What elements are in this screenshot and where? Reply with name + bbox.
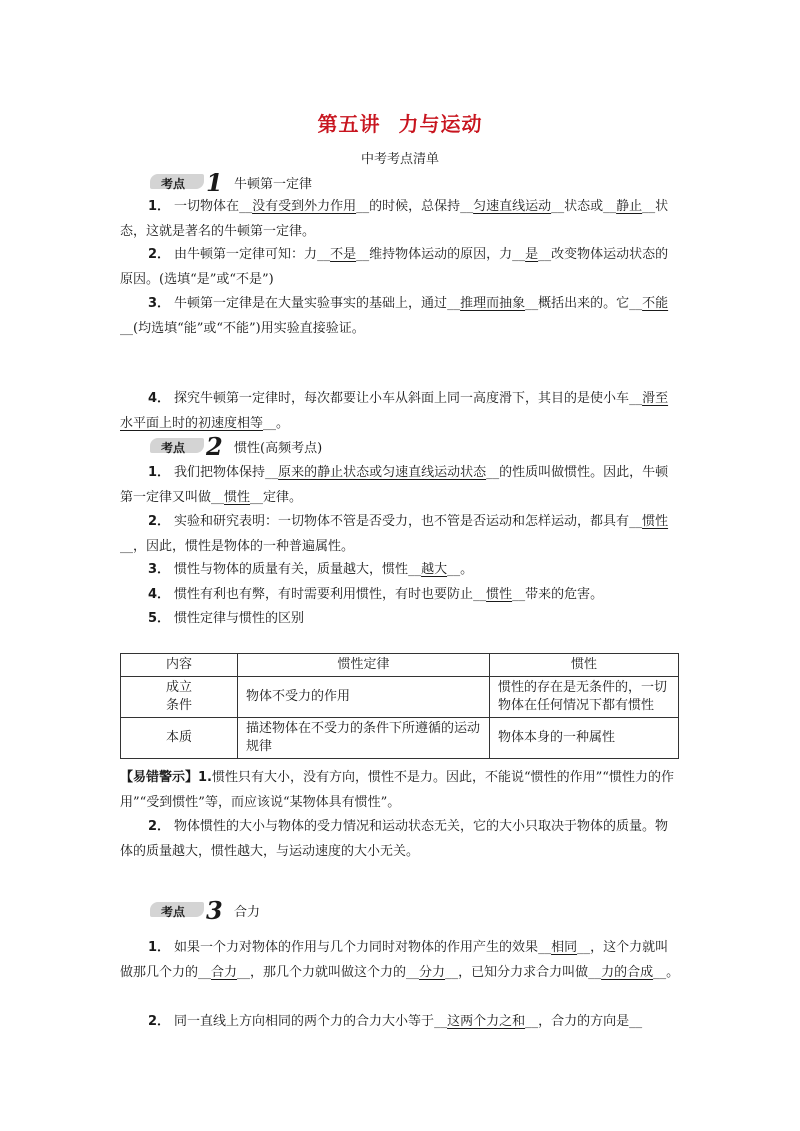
kaodian-badge: 考点 3	[150, 900, 228, 920]
kaodian-badge: 考点 1	[150, 172, 228, 192]
lecture-topic: 力与运动	[398, 112, 483, 136]
paragraph-2-3: 3． 惯性与物体的质量有关，质量越大，惯性__越大__。	[148, 562, 474, 577]
paragraph-1-2: 2． 由牛顿第一定律可知：力__不是__维持物体运动的原因，力__是__改变物体运动状态的原因。(选填“是”或“不是”)	[120, 247, 669, 287]
table-header-cell: 内容	[121, 654, 238, 677]
warning-paragraph-2: 2． 物体惯性的大小与物体的受力情况和运动状态无关，它的大小只取决于物体的质量。物体的质量越大，惯性越大，与运动速度的大小无关。	[120, 819, 669, 859]
warning-label: 【易错警示】	[120, 770, 199, 785]
comparison-table	[120, 653, 679, 759]
section-title: 惯性(高频考点)	[234, 440, 323, 456]
table-cell: 成立条件	[121, 677, 238, 718]
table-cell: 物体不受力的作用	[238, 677, 490, 718]
section-header-2	[150, 432, 323, 461]
paragraph-1-4: 4． 探究牛顿第一定律时，每次都要让小车从斜面上同一高度滑下，其目的是使小车__滑至水平面上时的初速度相等__。	[120, 391, 669, 431]
table-row	[121, 718, 679, 759]
table-row	[121, 677, 679, 718]
table-cell: 本质	[121, 718, 238, 759]
section-header-3	[150, 896, 261, 925]
paragraph-2-1: 1． 我们把物体保持__原来的静止状态或匀速直线运动状态__的性质叫做惯性。因此，牛顿第一定律又叫做__惯性__定律。	[120, 465, 669, 505]
lecture-title	[0, 108, 800, 137]
paragraph-2-2: 2． 实验和研究表明：一切物体不管是否受力，也不管是否运动和怎样运动，都具有__惯性__，因此，惯性是物体的一种普遍属性。	[120, 514, 669, 554]
lecture-number: 第五讲	[317, 112, 381, 136]
table-header-row	[121, 654, 679, 677]
paragraph-1-1: 1． 一切物体在__没有受到外力作用__的时候，总保持__匀速直线运动__状态或__静止__状态，这就是著名的牛顿第一定律。	[120, 199, 669, 239]
table-cell: 惯性的存在是无条件的，一切物体在任何情况下都有惯性	[490, 677, 679, 718]
kaodian-badge: 考点 2	[150, 436, 228, 456]
paragraph-1-3: 3． 牛顿第一定律是在大量实验事实的基础上，通过__推理而抽象__概括出来的。它__不能__(均选填“能”或“不能”)用实验直接验证。	[120, 296, 669, 336]
section-title: 牛顿第一定律	[234, 176, 313, 192]
table-cell: 物体本身的一种属性	[490, 718, 679, 759]
table-cell: 描述物体在不受力的条件下所遵循的运动规律	[238, 718, 490, 759]
section-header-1	[150, 168, 313, 197]
page-subtitle: 中考考点清单	[360, 152, 439, 167]
paragraph-2-5: 5． 惯性定律与惯性的区别	[148, 611, 305, 626]
paragraph-2-4: 4． 惯性有利也有弊，有时需要利用惯性，有时也要防止__惯性__带来的危害。	[148, 587, 604, 602]
warning-paragraph-1: 【易错警示】1.惯性只有大小，没有方向，惯性不是力。因此，不能说“惯性的作用”“惯性力的作用”“受到惯性”等，而应该说“某物体具有惯性”。	[120, 770, 674, 810]
table-header-cell: 惯性	[490, 654, 679, 677]
section-title: 合力	[234, 904, 261, 920]
table-header-cell: 惯性定律	[238, 654, 490, 677]
paragraph-3-2: 2． 同一直线上方向相同的两个力的合力大小等于__这两个力之和__，合力的方向是__	[148, 1014, 643, 1029]
paragraph-3-1: 1． 如果一个力对物体的作用与几个力同时对物体的作用产生的效果__相同__，这个力就叫做那几个力的__合力__，那几个力就叫做这个力的__分力__，已知分力求合力叫做__力的合成__。	[120, 940, 680, 980]
